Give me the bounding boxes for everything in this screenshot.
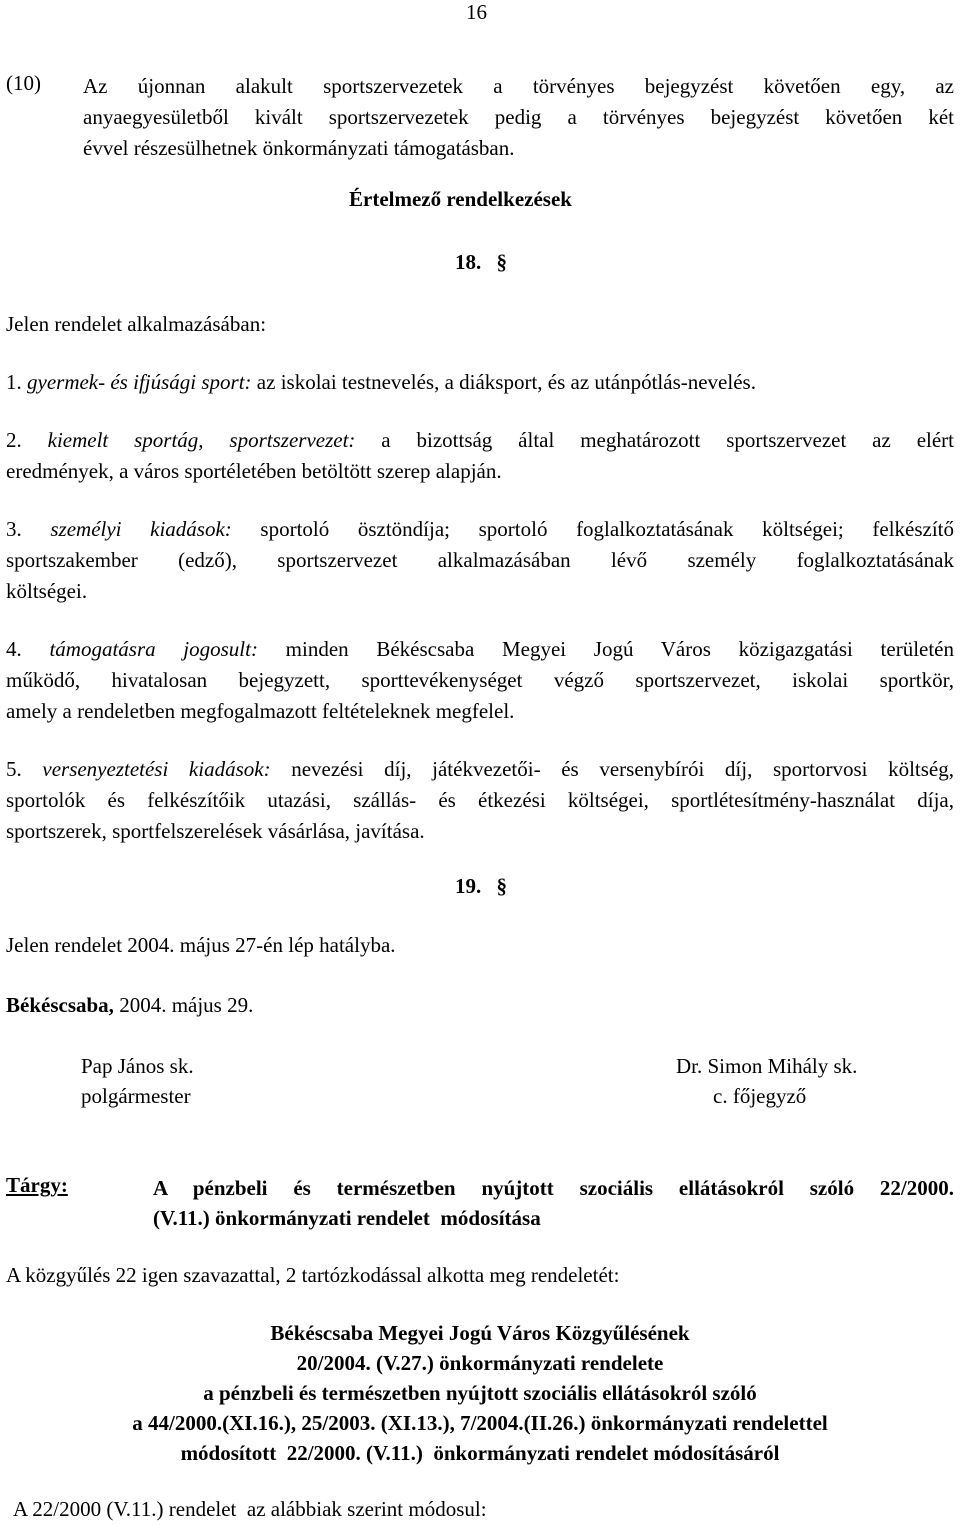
section-sign: §: [496, 250, 507, 274]
definition-text: nevezési díj, játékvezetői- és versenybírói díj, sportorvosi költség,: [291, 757, 954, 781]
definition-number: 3.: [6, 517, 22, 541]
signer-title: polgármester: [81, 1084, 191, 1108]
decree-title-line: a pénzbeli és természetben nyújtott szociális ellátásokról szóló: [203, 1381, 757, 1405]
paragraph-line: anyaegyesületből kivált sportszervezetek pedig a törvényes bejegyzést követően két: [83, 105, 954, 129]
definition-2: [6, 425, 954, 487]
definition-text: minden Békéscsaba Megyei Jogú Város közigazgatási területén: [285, 637, 955, 661]
definition-5: [6, 754, 954, 847]
definition-line: [6, 514, 954, 545]
place-and-date: [6, 993, 253, 1018]
definition-4: [6, 634, 954, 727]
subject-line: (V.11.) önkormányzati rendelet módosítása: [153, 1206, 541, 1230]
definition-term: kiemelt sportág, sportszervezet:: [47, 428, 356, 452]
section-number: 18.: [455, 250, 482, 274]
definition-term: támogatásra jogosult:: [49, 637, 258, 661]
definition-term: személyi kiadások:: [50, 517, 232, 541]
signer-name: Pap János sk.: [81, 1054, 194, 1078]
section-number-19: [455, 874, 507, 899]
paragraph-line: Az újonnan alakult sportszervezetek a törvényes bejegyzést követően egy, az: [83, 74, 954, 98]
subject-line: A pénzbeli és természetben nyújtott szociális ellátásokról szóló 22/2000.: [153, 1176, 954, 1200]
signature-right: [676, 1051, 857, 1111]
definition-text: sportoló ösztöndíja; sportoló foglalkoztatásának költségei; felkészítő: [260, 517, 955, 541]
signer-title: c. főjegyző: [713, 1084, 807, 1108]
definition-number: 4.: [6, 637, 22, 661]
decree-title-line: Békéscsaba Megyei Jogú Város Közgyűlésének: [270, 1321, 690, 1345]
definition-line: [6, 634, 954, 665]
place: Békéscsaba,: [6, 993, 114, 1017]
paragraph-line: évvel részesülhetnek önkormányzati támogatásban.: [83, 136, 515, 160]
section-number: 19.: [455, 874, 482, 898]
definition-term: versenyeztetési kiadások:: [42, 757, 271, 781]
definition-3: [6, 514, 954, 607]
definition-line: sportszakember (edző), sportszervezet alkalmazásában lévő személy foglalkoztatásának: [6, 548, 954, 572]
section-number-18: [455, 250, 507, 275]
definition-line: [6, 754, 954, 785]
definition-line: [6, 367, 954, 398]
definition-text: a bizottság által meghatározott sportszervezet az elért: [381, 428, 954, 452]
paragraph-number: (10): [6, 71, 41, 95]
paragraph-body: [83, 71, 954, 164]
closing-line: A 22/2000 (V.11.) rendelet az alábbiak szerint módosul:: [13, 1497, 487, 1521]
effective-date: Jelen rendelet 2004. május 27-én lép hatályba.: [6, 933, 396, 957]
decree-title-line: módosított 22/2000. (V.11.) önkormányzati rendelet módosításáról: [180, 1441, 780, 1465]
definition-line: sportszerek, sportfelszerelések vásárlása, javítása.: [6, 819, 425, 843]
section-heading: Értelmező rendelkezések: [349, 187, 572, 211]
definition-line: sportolók és felkészítőik utazási, szállás- és étkezési költségei, sportlétesítmény-használat díja,: [6, 788, 954, 812]
signer-name: Dr. Simon Mihály sk.: [676, 1054, 858, 1078]
decree-title-line: a 44/2000.(XI.16.), 25/2003. (XI.13.), 7/2004.(II.26.) önkormányzati rendelettel: [132, 1411, 828, 1435]
page-number: 16: [466, 0, 487, 24]
definition-number: 5.: [6, 757, 22, 781]
subject-text: [153, 1173, 954, 1233]
subject-label: Tárgy:: [6, 1173, 68, 1197]
signature-left: [81, 1051, 194, 1111]
definition-line: [6, 425, 954, 456]
decree-title-line: 20/2004. (V.27.) önkormányzati rendelete: [296, 1351, 664, 1375]
definition-line: működő, hivatalosan bejegyzett, sporttevékenységet végző sportszervezet, iskolai sportkör,: [6, 668, 954, 692]
definition-number: 2.: [6, 428, 22, 452]
definition-1: [6, 367, 954, 398]
definition-number: 1.: [6, 370, 22, 394]
vote-text: A közgyűlés 22 igen szavazattal, 2 tartózkodással alkotta meg rendeletét:: [6, 1263, 620, 1287]
definition-text: az iskolai testnevelés, a diáksport, és az utánpótlás-nevelés.: [256, 370, 756, 394]
definition-line: amely a rendeletben megfogalmazott feltételeknek megfelel.: [6, 699, 515, 723]
definition-term: gyermek- és ifjúsági sport:: [27, 370, 252, 394]
definition-line: költségei.: [6, 579, 88, 603]
intro-text: Jelen rendelet alkalmazásában:: [6, 312, 267, 336]
section-sign: §: [496, 874, 507, 898]
date: 2004. május 29.: [113, 993, 254, 1017]
definition-line: eredmények, a város sportéletében betöltött szerep alapján.: [6, 459, 502, 483]
